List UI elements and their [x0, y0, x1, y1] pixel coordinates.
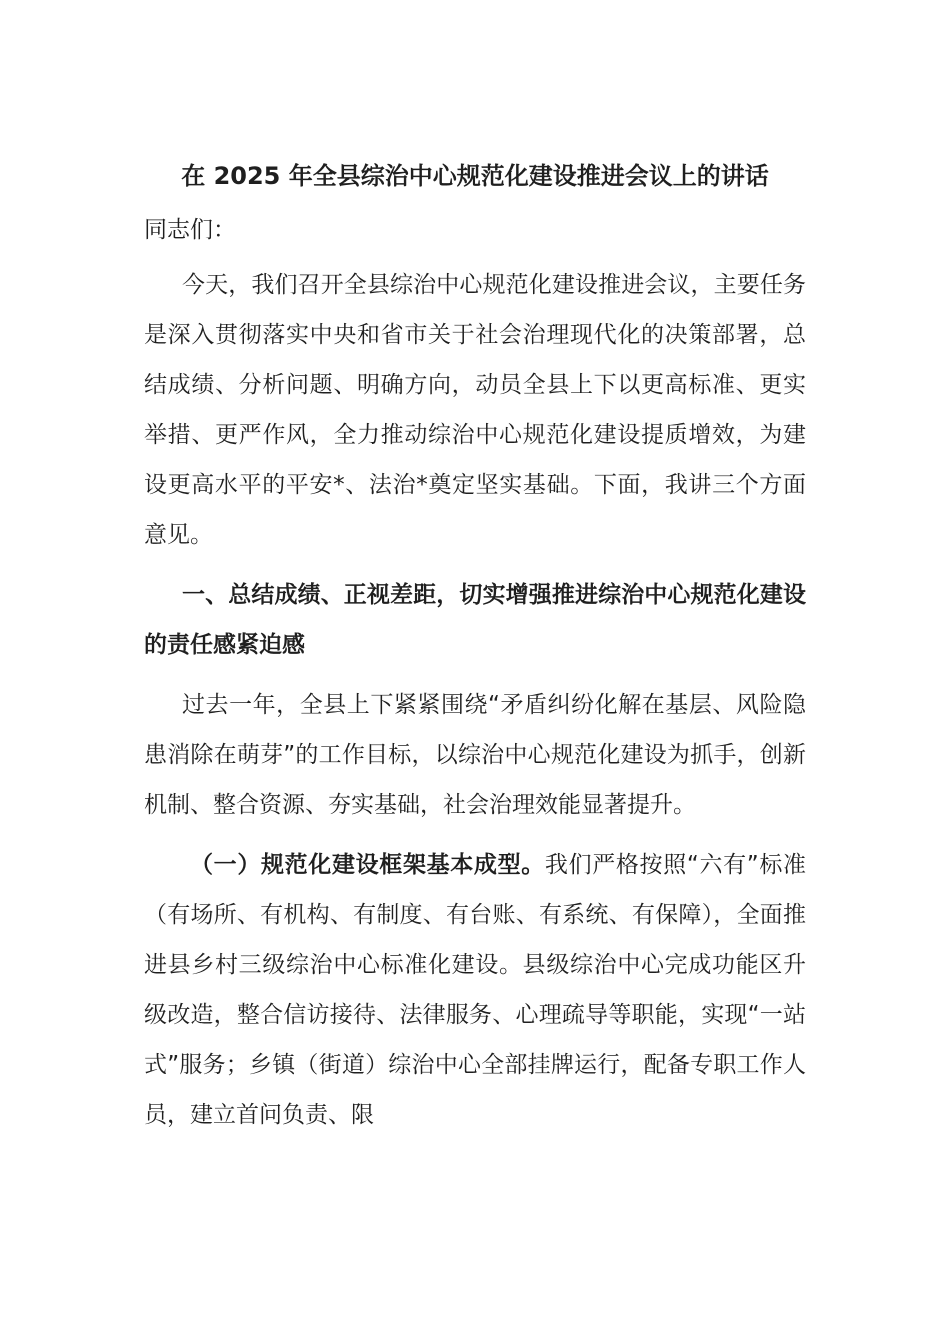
document-title: 在 2025 年全县综治中心规范化建设推进会议上的讲话: [181, 162, 769, 190]
subsection-1-paragraph: [144, 840, 806, 1140]
subsection-1-body: 我们严格按照“六有”标准（有场所、有机构、有制度、有台账、有系统、有保障），全面推进县乡村三级综治中心标准化建设。县级综治中心完成功能区升级改造，整合信访接待、法律服务、心理疏导等职能，实现“一站式”服务；乡镇（街道）综治中心全部挂牌运行，配备专职工作人员，建立首问负责、限: [144, 852, 806, 1128]
document-body: [144, 150, 806, 1140]
section-heading-1: 一、总结成绩、正视差距，切实增强推进综治中心规范化建设的责任感紧迫感: [144, 582, 806, 658]
salutation: 同志们：: [144, 217, 236, 243]
subsection-1-lead: （一）规范化建设框架基本成型。: [190, 852, 545, 878]
section-1-paragraph: 过去一年，全县上下紧紧围绕“矛盾纠纷化解在基层、风险隐患消除在萌芽”的工作目标，以综治中心规范化建设为抓手，创新机制、整合资源、夯实基础，社会治理效能显著提升。: [144, 692, 806, 818]
intro-paragraph: 今天，我们召开全县综治中心规范化建设推进会议，主要任务是深入贯彻落实中央和省市关于社会治理现代化的决策部署，总结成绩、分析问题、明确方向，动员全县上下以更高标准、更实举措、更严作风，全力推动综治中心规范化建设提质增效，为建设更高水平的平安*、法治*奠定坚实基础。下面，我讲三个方面意见。: [144, 272, 806, 548]
